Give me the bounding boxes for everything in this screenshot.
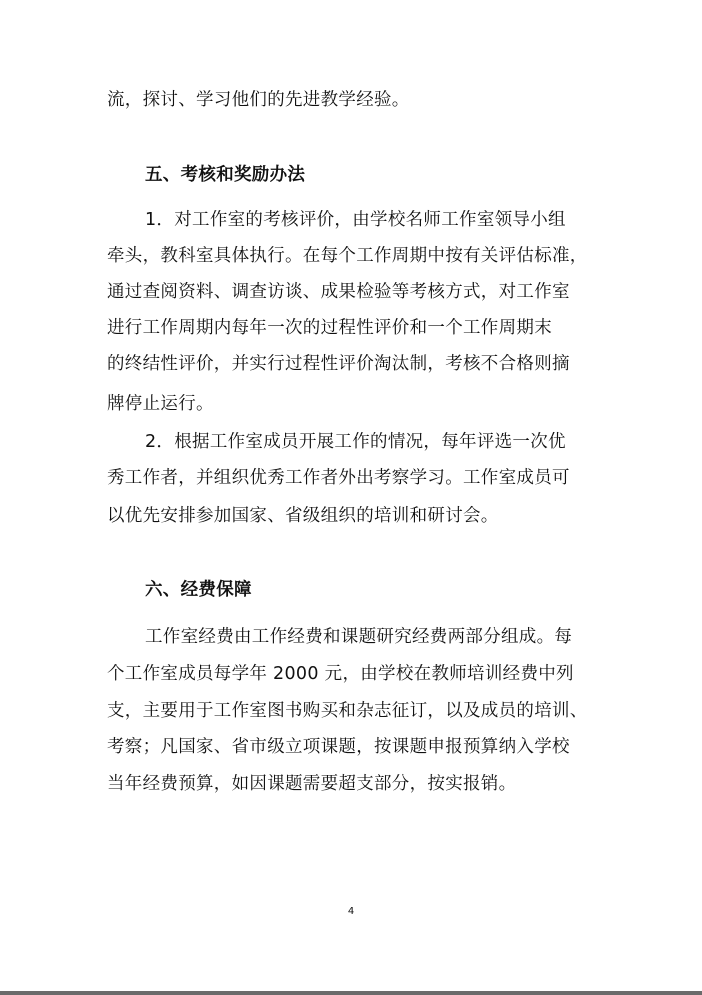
paragraph-line: 考察；凡国家、省市级立项课题，按课题申报预算纳入学校 <box>107 737 570 757</box>
paragraph-line: 的终结性评价，并实行过程性评价淘汰制，考核不合格则摘 <box>107 354 570 374</box>
section-heading-assessment: 五、考核和奖励办法 <box>145 165 306 185</box>
paragraph-line: 通过查阅资料、调查访谈、成果检验等考核方式，对工作室 <box>107 282 570 302</box>
paragraph-line: 秀工作者，并组织优秀工作者外出考察学习。工作室成员可 <box>107 468 570 488</box>
paragraph-line: 牵头，教科室具体执行。在每个工作周期中按有关评估标准， <box>107 246 588 266</box>
paragraph-line: 流，探讨、学习他们的先进教学经验。 <box>107 90 410 110</box>
paragraph-line: 1．对工作室的考核评价，由学校名师工作室领导小组 <box>145 210 566 230</box>
paragraph-line: 当年经费预算，如因课题需要超支部分，按实报销。 <box>107 774 517 794</box>
paragraph-line: 2．根据工作室成员开展工作的情况，每年评选一次优 <box>145 432 566 452</box>
paragraph-line: 工作室经费由工作经费和课题研究经费两部分组成。每 <box>145 627 573 647</box>
paragraph-line: 进行工作周期内每年一次的过程性评价和一个工作周期末 <box>107 318 552 338</box>
page-number: 4 <box>347 906 355 917</box>
page-bottom-border <box>0 991 702 995</box>
paragraph-line: 牌停止运行。 <box>107 394 214 414</box>
paragraph-line: 以优先安排参加国家、省级组织的培训和研讨会。 <box>107 506 499 526</box>
paragraph-line: 支，主要用于工作室图书购买和杂志征订，以及成员的培训、 <box>107 701 588 721</box>
paragraph-line: 个工作室成员每学年 2000 元，由学校在教师培训经费中列 <box>107 664 574 684</box>
section-heading-funding: 六、经费保障 <box>145 580 252 600</box>
